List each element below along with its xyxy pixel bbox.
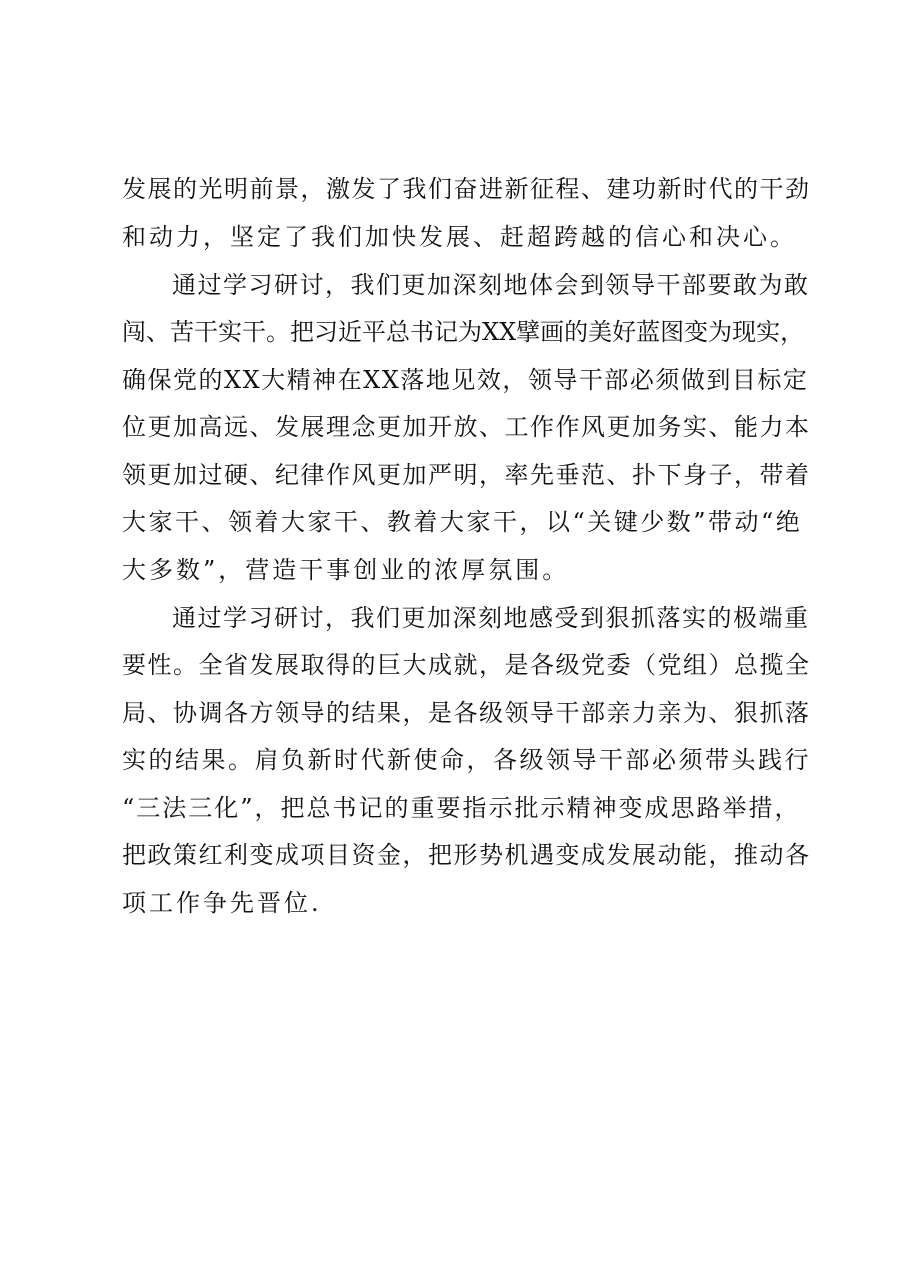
paragraph-2-line-4: 位更加高远、发展理念更加开放、工作作风更加务实、能力本 xyxy=(122,413,811,441)
paragraph-1-line-2: 和动力，坚定了我们加快发展、赶超跨越的信心和决心。 xyxy=(122,223,797,251)
paragraph-2-line-6: 大家干、领着大家干、教着大家干，以“关键少数”带动“绝 xyxy=(122,508,803,536)
paragraph-3-line-1: 通过学习研讨，我们更加深刻地感受到狠抓落实的极端重 xyxy=(172,604,810,632)
paragraph-2-line-7: 大多数”，营造干事创业的浓厚氛围。 xyxy=(122,556,570,584)
paragraph-2-line-2: 闯、苦干实干。把习近平总书记为XX擘画的美好蓝图变为现实， xyxy=(122,318,805,346)
paragraph-3-line-2: 要性。全省发展取得的巨大成就，是各级党委（党组）总揽全 xyxy=(122,651,811,679)
paragraph-2-line-5: 领更加过硬、纪律作风更加严明，率先垂范、扑下身子，带着 xyxy=(122,461,811,489)
paragraph-2-line-1: 通过学习研讨，我们更加深刻地体会到领导干部要敢为敢 xyxy=(172,271,810,299)
paragraph-3-line-4: 实的结果。肩负新时代新使命，各级领导干部必须带头践行 xyxy=(122,746,811,774)
paragraph-2-line-3: 确保党的XX大精神在XX落地见效，领导干部必须做到目标定 xyxy=(122,366,809,394)
paragraph-3-line-5: “三法三化”，把总书记的重要指示批示精神变成思路举措， xyxy=(122,794,801,822)
paragraph-3-line-7: 项工作争先晋位. xyxy=(122,889,322,917)
paragraph-1-line-1: 发展的光明前景，激发了我们奋进新征程、建功新时代的干劲 xyxy=(122,175,811,203)
paragraph-3-line-6: 把政策红利变成项目资金，把形势机遇变成发展动能，推动各 xyxy=(122,841,811,869)
paragraph-3-line-3: 局、协调各方领导的结果，是各级领导干部亲力亲为、狠抓落 xyxy=(122,699,811,727)
